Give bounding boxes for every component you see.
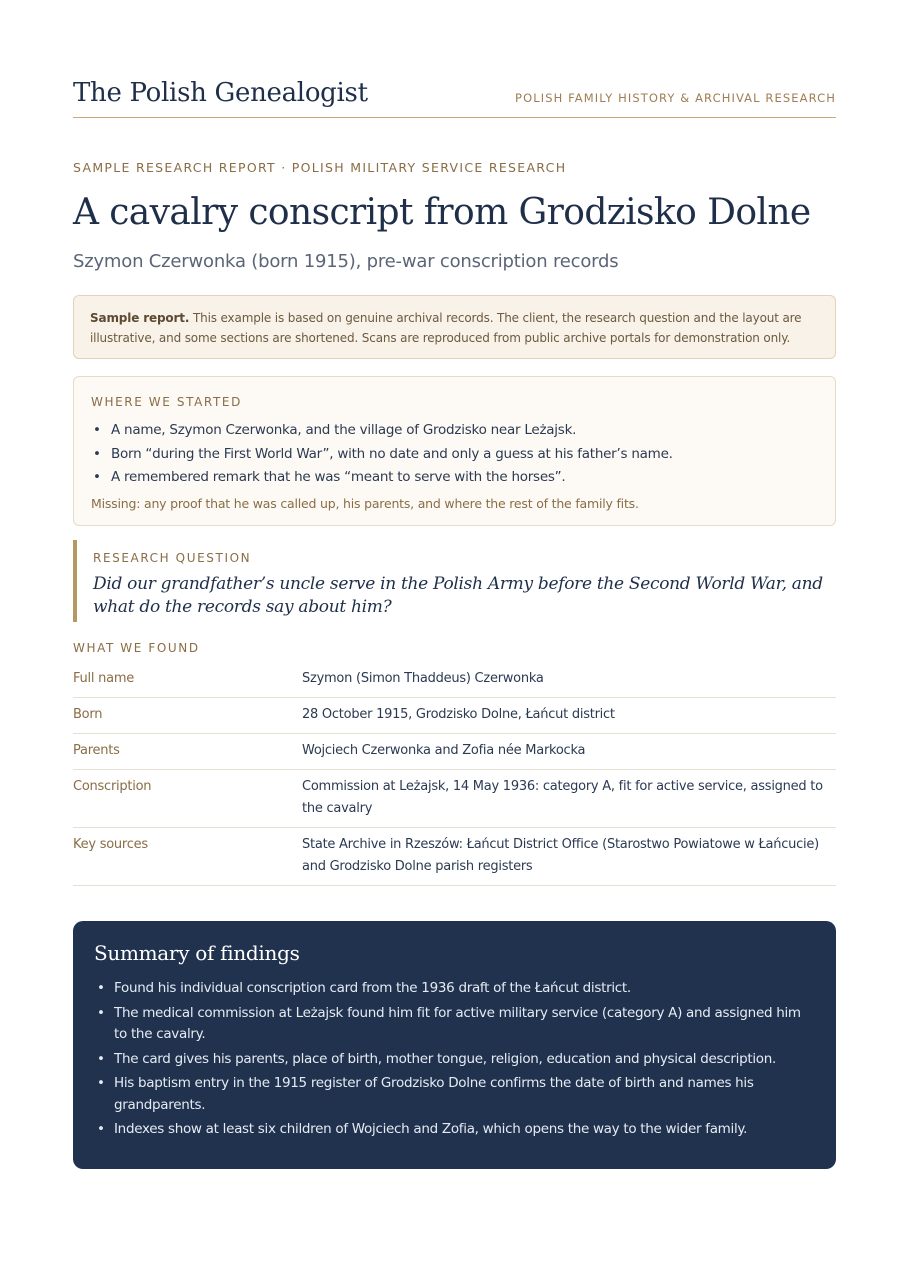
list-item: • The medical commission at Leżajsk found him fit for active military service (category A) and assigned him to the cavalry. [94, 1003, 815, 1046]
row-key: Full name [73, 662, 302, 698]
missing-note: Missing: any proof that he was called up, his parents, and where the rest of the family fits. [91, 495, 639, 511]
where-we-started-card [73, 376, 836, 526]
list-item: • A remembered remark that he was “meant to serve with the horses”. [91, 466, 818, 490]
page-subtitle: Szymon Czerwonka (born 1915), pre-war conscription records [73, 251, 619, 272]
notice-lead: Sample report. [90, 311, 190, 325]
table-row [73, 698, 836, 734]
summary-panel [73, 921, 836, 1169]
row-key: Conscription [73, 770, 302, 828]
research-question [73, 540, 836, 622]
table-row [73, 662, 836, 698]
findings-table [73, 662, 836, 886]
summary-list [94, 978, 815, 1141]
report-eyebrow: SAMPLE RESEARCH REPORT · POLISH MILITARY SERVICE RESEARCH [73, 160, 567, 175]
row-value: Szymon (Simon Thaddeus) Czerwonka [302, 662, 836, 698]
row-key: Key sources [73, 828, 302, 886]
site-brand[interactable]: The Polish Genealogist [73, 78, 368, 108]
question-text: Did our grandfather’s uncle serve in the Polish Army before the Second World War, and what do the records say about him? [93, 574, 823, 617]
list-item: • The card gives his parents, place of birth, mother tongue, religion, education and physical description. [94, 1049, 815, 1071]
row-value: Wojciech Czerwonka and Zofia née Markocka [302, 734, 836, 770]
site-tagline: POLISH FAMILY HISTORY & ARCHIVAL RESEARCH [515, 91, 836, 105]
list-item: • Found his individual conscription card from the 1936 draft of the Łańcut district. [94, 978, 815, 1000]
table-row [73, 828, 836, 886]
started-list [91, 419, 818, 490]
table-row [73, 734, 836, 770]
question-label: RESEARCH QUESTION [93, 551, 252, 565]
row-value: State Archive in Rzeszów: Łańcut District Office (Starostwo Powiatowe w Łańcucie) and Grodzisko Dolne parish registers [302, 828, 836, 886]
started-label: WHERE WE STARTED [91, 395, 242, 409]
notice-text: This example is based on genuine archival records. The client, the research question and the layout are illustrative, and some sections are shortened. Scans are reproduced from public archive portals for demonstration only. [90, 311, 802, 345]
summary-title: Summary of findings [94, 941, 300, 965]
found-label: WHAT WE FOUND [73, 641, 200, 655]
site-header [73, 78, 836, 118]
list-item: • Indexes show at least six children of Wojciech and Zofia, which opens the way to the wider family. [94, 1119, 815, 1141]
row-value: Commission at Leżajsk, 14 May 1936: category A, fit for active service, assigned to the cavalry [302, 770, 836, 828]
row-value: 28 October 1915, Grodzisko Dolne, Łańcut district [302, 698, 836, 734]
row-key: Parents [73, 734, 302, 770]
page-title: A cavalry conscript from Grodzisko Dolne [73, 192, 811, 233]
list-item: • A name, Szymon Czerwonka, and the village of Grodzisko near Leżajsk. [91, 419, 818, 443]
row-key: Born [73, 698, 302, 734]
sample-notice [73, 295, 836, 359]
table-row [73, 770, 836, 828]
list-item: • Born “during the First World War”, with no date and only a guess at his father’s name. [91, 443, 818, 467]
list-item: • His baptism entry in the 1915 register of Grodzisko Dolne confirms the date of birth and names his grandparents. [94, 1073, 815, 1116]
